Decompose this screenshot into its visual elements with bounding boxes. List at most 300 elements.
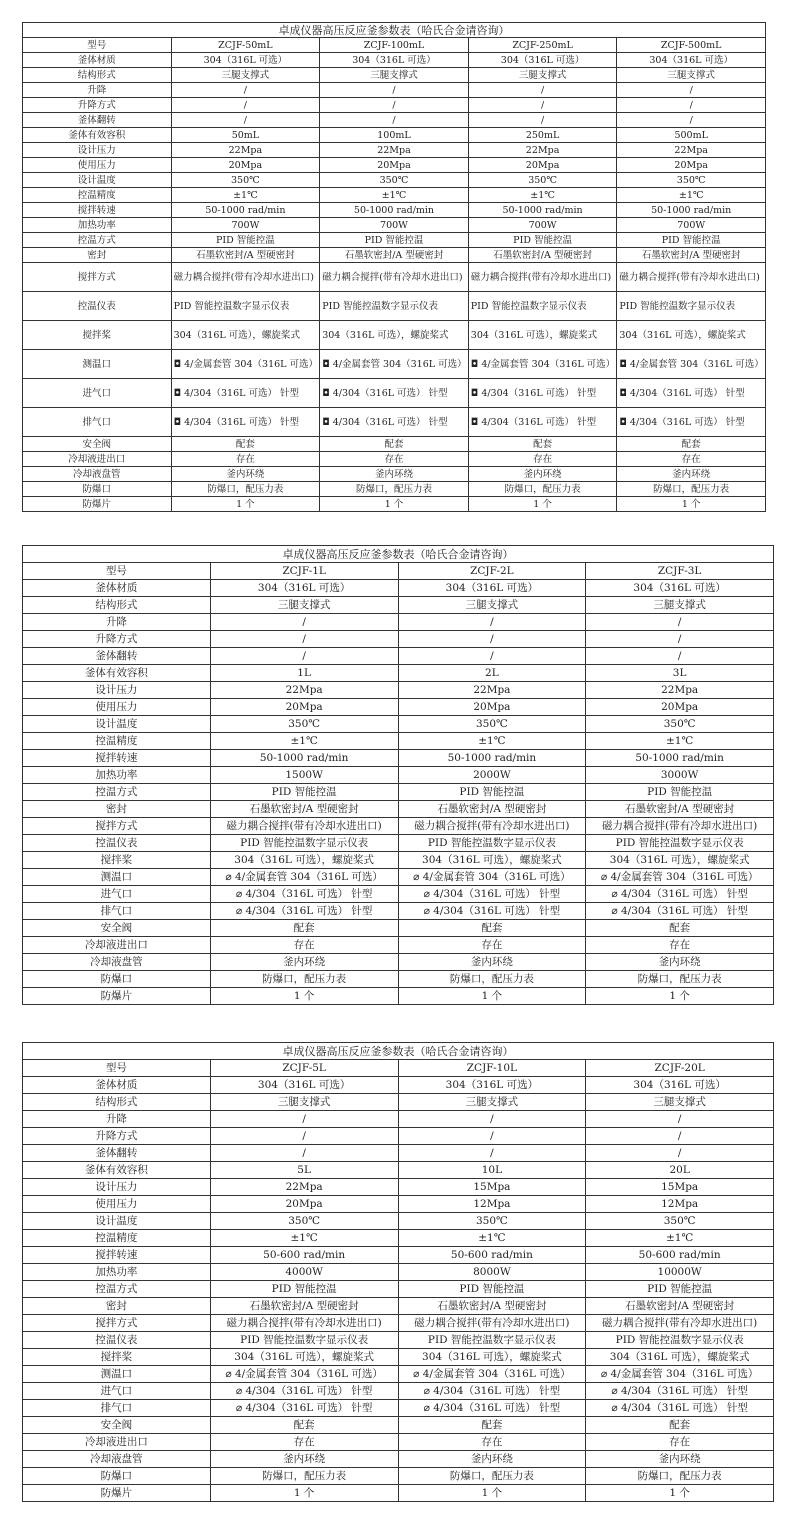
table-cell: ◘ 4/金属套管 304（316L 可选） xyxy=(171,350,320,379)
table-cell: 50-600 rad/min xyxy=(210,1247,398,1264)
table-cell: 22Mpa xyxy=(171,143,320,158)
table-cell: ZCJF-250mL xyxy=(468,38,617,53)
table-cell: 15Mpa xyxy=(586,1179,774,1196)
table-cell: 500mL xyxy=(617,128,766,143)
table-cell: 304（316L 可选） xyxy=(617,53,766,68)
table-cell: 22Mpa xyxy=(210,1179,398,1196)
row-label: 釜体翻转 xyxy=(23,113,172,128)
spec-table-small-models xyxy=(22,22,766,512)
table-row xyxy=(23,750,774,767)
table-cell: ⌀ 4/304（316L 可选） 针型 xyxy=(586,903,774,920)
table-row xyxy=(23,1383,774,1400)
table-cell: 三腿支撑式 xyxy=(320,68,469,83)
table-cell: PID 智能控温 xyxy=(586,1281,774,1298)
table-cell: ⌀ 4/金属套管 304（316L 可选） xyxy=(398,869,586,886)
table-row xyxy=(23,835,774,852)
table-cell: 50-1000 rad/min xyxy=(210,750,398,767)
table-cell: 50-1000 rad/min xyxy=(398,750,586,767)
table-cell: 三腿支撑式 xyxy=(617,68,766,83)
table-cell: / xyxy=(171,113,320,128)
table-cell: PID 智能控温数字显示仪表 xyxy=(398,1332,586,1349)
table-cell: 50-600 rad/min xyxy=(586,1247,774,1264)
table-row xyxy=(23,113,766,128)
table-cell: ±1℃ xyxy=(398,1230,586,1247)
row-label: 使用压力 xyxy=(23,1196,211,1213)
table-cell: ±1℃ xyxy=(586,1230,774,1247)
table-row xyxy=(23,767,774,784)
table-cell: 釜内环绕 xyxy=(320,467,469,482)
row-label: 釜体翻转 xyxy=(23,648,211,665)
table-cell: 釜内环绕 xyxy=(210,954,398,971)
table-row xyxy=(23,218,766,233)
table-cell: / xyxy=(171,98,320,113)
table-cell: ◘ 4/金属套管 304（316L 可选） xyxy=(468,350,617,379)
table-row xyxy=(23,83,766,98)
row-label: 控温精度 xyxy=(23,733,211,750)
table-cell: 磁力耦合搅拌(带有冷却水进出口) xyxy=(468,263,617,292)
table-cell: ◘ 4/金属套管 304（316L 可选） xyxy=(320,350,469,379)
table-cell: 304（316L 可选） xyxy=(210,1077,398,1094)
table-cell: PID 智能控温数字显示仪表 xyxy=(468,292,617,321)
table-cell: 石墨软密封/A 型硬密封 xyxy=(586,1298,774,1315)
table-cell: 1L xyxy=(210,665,398,682)
table-cell: 22Mpa xyxy=(398,682,586,699)
table-row xyxy=(23,1162,774,1179)
table-cell: ⌀ 4/304（316L 可选） 针型 xyxy=(586,886,774,903)
table-row xyxy=(23,1094,774,1111)
table-cell: 防爆口，配压力表 xyxy=(320,482,469,497)
row-label: 防爆口 xyxy=(23,482,172,497)
table-cell: / xyxy=(586,648,774,665)
table-row xyxy=(23,1468,774,1485)
table-cell: 10000W xyxy=(586,1264,774,1281)
row-label: 搅拌桨 xyxy=(23,852,211,869)
table-cell: 20Mpa xyxy=(617,158,766,173)
table-row xyxy=(23,563,774,580)
table-cell: 304（316L 可选），螺旋桨式 xyxy=(210,1349,398,1366)
table-cell: / xyxy=(398,648,586,665)
row-label: 冷却液进出口 xyxy=(23,937,211,954)
table-row xyxy=(23,437,766,452)
table-row xyxy=(23,1196,774,1213)
row-label: 设计温度 xyxy=(23,173,172,188)
table-cell: 存在 xyxy=(171,452,320,467)
table-cell: / xyxy=(586,1145,774,1162)
table-cell: ⌀ 4/金属套管 304（316L 可选） xyxy=(210,1366,398,1383)
table-cell: 防爆口，配压力表 xyxy=(468,482,617,497)
table-cell: 304（316L 可选） xyxy=(210,580,398,597)
table-cell: 三腿支撑式 xyxy=(210,1094,398,1111)
table-title-row xyxy=(23,23,766,38)
table-row xyxy=(23,1281,774,1298)
row-label: 设计压力 xyxy=(23,143,172,158)
table-cell: ZCJF-500mL xyxy=(617,38,766,53)
table-cell: 磁力耦合搅拌(带有冷却水进出口) xyxy=(210,818,398,835)
table-row xyxy=(23,614,774,631)
table-cell: 304（316L 可选），螺旋桨式 xyxy=(398,1349,586,1366)
table-cell: 石墨软密封/A 型硬密封 xyxy=(210,1298,398,1315)
table-row xyxy=(23,580,774,597)
table-cell: ◘ 4/304（316L 可选） 针型 xyxy=(468,379,617,408)
table-cell: ±1℃ xyxy=(171,188,320,203)
table-cell: ◘ 4/304（316L 可选） 针型 xyxy=(320,408,469,437)
table-cell: 釜内环绕 xyxy=(468,467,617,482)
table-cell: 12Mpa xyxy=(586,1196,774,1213)
row-label: 结构形式 xyxy=(23,597,211,614)
table-cell: 50-1000 rad/min xyxy=(617,203,766,218)
table-row xyxy=(23,188,766,203)
table-cell: PID 智能控温 xyxy=(398,784,586,801)
row-label: 控温仪表 xyxy=(23,292,172,321)
row-label: 升降方式 xyxy=(23,98,172,113)
table-cell: 350℃ xyxy=(586,716,774,733)
row-label: 加热功率 xyxy=(23,218,172,233)
table-row xyxy=(23,682,774,699)
table-cell: PID 智能控温数字显示仪表 xyxy=(617,292,766,321)
table-cell: 釜内环绕 xyxy=(586,1451,774,1468)
row-label: 控温方式 xyxy=(23,784,211,801)
table-cell: 304（316L 可选），螺旋桨式 xyxy=(210,852,398,869)
table-cell: ±1℃ xyxy=(586,733,774,750)
table-cell: 1 个 xyxy=(586,1485,774,1502)
table-cell: 22Mpa xyxy=(210,682,398,699)
table-row xyxy=(23,1349,774,1366)
table-row xyxy=(23,920,774,937)
table-cell: 三腿支撑式 xyxy=(210,597,398,614)
table-cell: 防爆口，配压力表 xyxy=(398,1468,586,1485)
table-row xyxy=(23,648,774,665)
row-label: 加热功率 xyxy=(23,767,211,784)
table-cell: PID 智能控温 xyxy=(398,1281,586,1298)
table-row xyxy=(23,1111,774,1128)
table-cell: ZCJF-2L xyxy=(398,563,586,580)
table-cell: 釜内环绕 xyxy=(171,467,320,482)
table-row xyxy=(23,597,774,614)
row-label: 搅拌方式 xyxy=(23,818,211,835)
table-cell: 防爆口，配压力表 xyxy=(171,482,320,497)
table-row xyxy=(23,1315,774,1332)
table-cell: 存在 xyxy=(210,937,398,954)
table-cell: 磁力耦合搅拌(带有冷却水进出口) xyxy=(617,263,766,292)
table-cell: 存在 xyxy=(398,937,586,954)
table-cell: / xyxy=(398,1111,586,1128)
table-row xyxy=(23,1230,774,1247)
table-row xyxy=(23,408,766,437)
row-label: 进气口 xyxy=(23,886,211,903)
table-cell: / xyxy=(210,1128,398,1145)
table-title: 卓成仪器高压反应釜参数表（哈氏合金请咨询） xyxy=(23,1043,774,1060)
table-cell: / xyxy=(468,98,617,113)
table-cell: 50-1000 rad/min xyxy=(468,203,617,218)
table-cell: / xyxy=(398,1145,586,1162)
row-label: 使用压力 xyxy=(23,699,211,716)
row-label: 釜体有效容积 xyxy=(23,1162,211,1179)
row-label: 冷却液盘管 xyxy=(23,954,211,971)
row-label: 测温口 xyxy=(23,869,211,886)
table-cell: 700W xyxy=(320,218,469,233)
table-row xyxy=(23,665,774,682)
row-label: 排气口 xyxy=(23,1400,211,1417)
table-cell: ◘ 4/304（316L 可选） 针型 xyxy=(320,379,469,408)
table-row xyxy=(23,53,766,68)
table-cell: 20L xyxy=(586,1162,774,1179)
table-cell: 配套 xyxy=(617,437,766,452)
table-cell: 350℃ xyxy=(320,173,469,188)
table-row xyxy=(23,263,766,292)
table-cell: ⌀ 4/304（316L 可选） 针型 xyxy=(210,903,398,920)
table-cell: PID 智能控温数字显示仪表 xyxy=(171,292,320,321)
table-cell: 50-600 rad/min xyxy=(398,1247,586,1264)
table-row xyxy=(23,1179,774,1196)
table-row xyxy=(23,1213,774,1230)
table-cell: ⌀ 4/304（316L 可选） 针型 xyxy=(398,903,586,920)
table-row xyxy=(23,937,774,954)
table-row xyxy=(23,954,774,971)
table-cell: ZCJF-10L xyxy=(398,1060,586,1077)
table-cell: 磁力耦合搅拌(带有冷却水进出口) xyxy=(171,263,320,292)
table-cell: ZCJF-100mL xyxy=(320,38,469,53)
table-cell: 304（316L 可选） xyxy=(586,1077,774,1094)
table-cell: 1 个 xyxy=(210,988,398,1005)
table-row xyxy=(23,292,766,321)
table-row xyxy=(23,1451,774,1468)
row-label: 安全阀 xyxy=(23,437,172,452)
table-row xyxy=(23,1417,774,1434)
table-cell: 配套 xyxy=(171,437,320,452)
table-cell: 50-1000 rad/min xyxy=(586,750,774,767)
row-label: 釜体材质 xyxy=(23,1077,211,1094)
table-row xyxy=(23,886,774,903)
row-label: 搅拌桨 xyxy=(23,1349,211,1366)
table-cell: 三腿支撑式 xyxy=(398,1094,586,1111)
table-cell: / xyxy=(210,1145,398,1162)
spec-table-5l-20l xyxy=(22,1042,774,1502)
table-cell: ZCJF-3L xyxy=(586,563,774,580)
table-cell: PID 智能控温 xyxy=(210,1281,398,1298)
table-cell: 20Mpa xyxy=(210,1196,398,1213)
table-cell: 20Mpa xyxy=(468,158,617,173)
row-label: 测温口 xyxy=(23,1366,211,1383)
row-label: 设计温度 xyxy=(23,716,211,733)
table-cell: ⌀ 4/金属套管 304（316L 可选） xyxy=(398,1366,586,1383)
table-cell: ⌀ 4/304（316L 可选） 针型 xyxy=(398,1400,586,1417)
table-cell: / xyxy=(398,1128,586,1145)
table-row xyxy=(23,1332,774,1349)
table-row xyxy=(23,128,766,143)
row-label: 设计压力 xyxy=(23,682,211,699)
table-cell: 350℃ xyxy=(586,1213,774,1230)
table-cell: 10L xyxy=(398,1162,586,1179)
table-cell: 釜内环绕 xyxy=(586,954,774,971)
table-title: 卓成仪器高压反应釜参数表（哈氏合金请咨询） xyxy=(23,546,774,563)
table-cell: 1 个 xyxy=(398,988,586,1005)
row-label: 测温口 xyxy=(23,350,172,379)
table-cell: 22Mpa xyxy=(586,682,774,699)
table-cell: 22Mpa xyxy=(320,143,469,158)
table-cell: / xyxy=(617,98,766,113)
table-row xyxy=(23,1128,774,1145)
table-row xyxy=(23,1247,774,1264)
row-label: 型号 xyxy=(23,38,172,53)
table-cell: 防爆口，配压力表 xyxy=(586,971,774,988)
row-label: 安全阀 xyxy=(23,920,211,937)
table-cell: 配套 xyxy=(398,1417,586,1434)
table-row xyxy=(23,203,766,218)
table-cell: 8000W xyxy=(398,1264,586,1281)
table-cell: / xyxy=(586,1111,774,1128)
row-label: 防爆片 xyxy=(23,497,172,512)
table-cell: ◘ 4/304（316L 可选） 针型 xyxy=(171,408,320,437)
table-cell: 304（316L 可选） xyxy=(398,1077,586,1094)
table-cell: PID 智能控温 xyxy=(617,233,766,248)
table-cell: / xyxy=(210,631,398,648)
table-cell: / xyxy=(586,614,774,631)
table-cell: 1 个 xyxy=(171,497,320,512)
table-cell: 防爆口，配压力表 xyxy=(210,1468,398,1485)
row-label: 使用压力 xyxy=(23,158,172,173)
table-cell: ⌀ 4/金属套管 304（316L 可选） xyxy=(586,1366,774,1383)
table-title-row xyxy=(23,546,774,563)
row-label: 加热功率 xyxy=(23,1264,211,1281)
table-cell: 配套 xyxy=(210,920,398,937)
table-cell: 304（316L 可选），螺旋桨式 xyxy=(398,852,586,869)
row-label: 结构形式 xyxy=(23,68,172,83)
table-cell: ⌀ 4/金属套管 304（316L 可选） xyxy=(586,869,774,886)
table-row xyxy=(23,1145,774,1162)
table-cell: 存在 xyxy=(210,1434,398,1451)
table-cell: 釜内环绕 xyxy=(617,467,766,482)
table-cell: 700W xyxy=(468,218,617,233)
row-label: 搅拌方式 xyxy=(23,1315,211,1332)
table-cell: / xyxy=(210,1111,398,1128)
table-cell: 三腿支撑式 xyxy=(468,68,617,83)
table-cell: 三腿支撑式 xyxy=(398,597,586,614)
table-row xyxy=(23,784,774,801)
table-row xyxy=(23,852,774,869)
table-cell: 磁力耦合搅拌(带有冷却水进出口) xyxy=(210,1315,398,1332)
table-row xyxy=(23,452,766,467)
row-label: 进气口 xyxy=(23,1383,211,1400)
table-row xyxy=(23,350,766,379)
row-label: 釜体材质 xyxy=(23,580,211,597)
table-cell: 4000W xyxy=(210,1264,398,1281)
table-cell: 304（316L 可选） xyxy=(171,53,320,68)
table-cell: 350℃ xyxy=(398,716,586,733)
table-cell: / xyxy=(398,631,586,648)
table-cell: 304（316L 可选） xyxy=(468,53,617,68)
table-cell: 700W xyxy=(171,218,320,233)
table-cell: 配套 xyxy=(586,920,774,937)
row-label: 升降方式 xyxy=(23,631,211,648)
table-row xyxy=(23,321,766,350)
table-cell: 304（316L 可选），螺旋桨式 xyxy=(586,852,774,869)
table-cell: 防爆口，配压力表 xyxy=(617,482,766,497)
table-cell: PID 智能控温数字显示仪表 xyxy=(398,835,586,852)
table-cell: 存在 xyxy=(586,1434,774,1451)
table-row xyxy=(23,1485,774,1502)
table-cell: 350℃ xyxy=(210,1213,398,1230)
row-label: 控温精度 xyxy=(23,188,172,203)
table-row xyxy=(23,903,774,920)
table-cell: ⌀ 4/304（316L 可选） 针型 xyxy=(398,1383,586,1400)
table-cell: 1 个 xyxy=(586,988,774,1005)
table-cell: 磁力耦合搅拌(带有冷却水进出口) xyxy=(586,1315,774,1332)
row-label: 釜体翻转 xyxy=(23,1145,211,1162)
table-cell: 存在 xyxy=(586,937,774,954)
table-cell: 304（316L 可选），螺旋桨式 xyxy=(617,321,766,350)
table-row xyxy=(23,716,774,733)
table-cell: 釜内环绕 xyxy=(210,1451,398,1468)
table-cell: ⌀ 4/304（316L 可选） 针型 xyxy=(398,886,586,903)
table-row xyxy=(23,482,766,497)
table-cell: ◘ 4/金属套管 304（316L 可选） xyxy=(617,350,766,379)
table-cell: 20Mpa xyxy=(210,699,398,716)
table-cell: 700W xyxy=(617,218,766,233)
table-cell: 304（316L 可选） xyxy=(398,580,586,597)
table-row xyxy=(23,1264,774,1281)
table-cell: PID 智能控温数字显示仪表 xyxy=(586,835,774,852)
table-row xyxy=(23,733,774,750)
table-cell: ±1℃ xyxy=(210,1230,398,1247)
table-cell: 石墨软密封/A 型硬密封 xyxy=(210,801,398,818)
table-row xyxy=(23,1366,774,1383)
row-label: 密封 xyxy=(23,801,211,818)
table-cell: 石墨软密封/A 型硬密封 xyxy=(468,248,617,263)
row-label: 防爆口 xyxy=(23,1468,211,1485)
table-cell: PID 智能控温 xyxy=(171,233,320,248)
row-label: 防爆口 xyxy=(23,971,211,988)
table-cell: 釜内环绕 xyxy=(398,1451,586,1468)
table-cell: ZCJF-5L xyxy=(210,1060,398,1077)
table-cell: 石墨软密封/A 型硬密封 xyxy=(171,248,320,263)
row-label: 釜体材质 xyxy=(23,53,172,68)
table-row xyxy=(23,497,766,512)
table-cell: PID 智能控温 xyxy=(586,784,774,801)
table-row xyxy=(23,248,766,263)
row-label: 冷却液盘管 xyxy=(23,1451,211,1468)
row-label: 结构形式 xyxy=(23,1094,211,1111)
table-cell: 配套 xyxy=(398,920,586,937)
table-cell: 304（316L 可选），螺旋桨式 xyxy=(320,321,469,350)
row-label: 型号 xyxy=(23,1060,211,1077)
table-cell: 石墨软密封/A 型硬密封 xyxy=(586,801,774,818)
table-cell: 存在 xyxy=(398,1434,586,1451)
table-title: 卓成仪器高压反应釜参数表（哈氏合金请咨询） xyxy=(23,23,766,38)
table-row xyxy=(23,173,766,188)
table-cell: 350℃ xyxy=(398,1213,586,1230)
table-cell: / xyxy=(468,83,617,98)
row-label: 进气口 xyxy=(23,379,172,408)
table-cell: 20Mpa xyxy=(171,158,320,173)
table-cell: 磁力耦合搅拌(带有冷却水进出口) xyxy=(398,818,586,835)
table-cell: ◘ 4/304（316L 可选） 针型 xyxy=(617,379,766,408)
row-label: 搅拌转速 xyxy=(23,750,211,767)
row-label: 冷却液进出口 xyxy=(23,1434,211,1451)
table-row xyxy=(23,1060,774,1077)
table-cell: 12Mpa xyxy=(398,1196,586,1213)
row-label: 釜体有效容积 xyxy=(23,128,172,143)
table-cell: 304（316L 可选） xyxy=(320,53,469,68)
row-label: 冷却液盘管 xyxy=(23,467,172,482)
table-cell: 250mL xyxy=(468,128,617,143)
table-cell: 防爆口，配压力表 xyxy=(586,1468,774,1485)
table-cell: 304（316L 可选），螺旋桨式 xyxy=(171,321,320,350)
table-cell: / xyxy=(320,113,469,128)
table-cell: 50-1000 rad/min xyxy=(171,203,320,218)
table-cell: 1 个 xyxy=(398,1485,586,1502)
table-cell: 350℃ xyxy=(617,173,766,188)
row-label: 安全阀 xyxy=(23,1417,211,1434)
